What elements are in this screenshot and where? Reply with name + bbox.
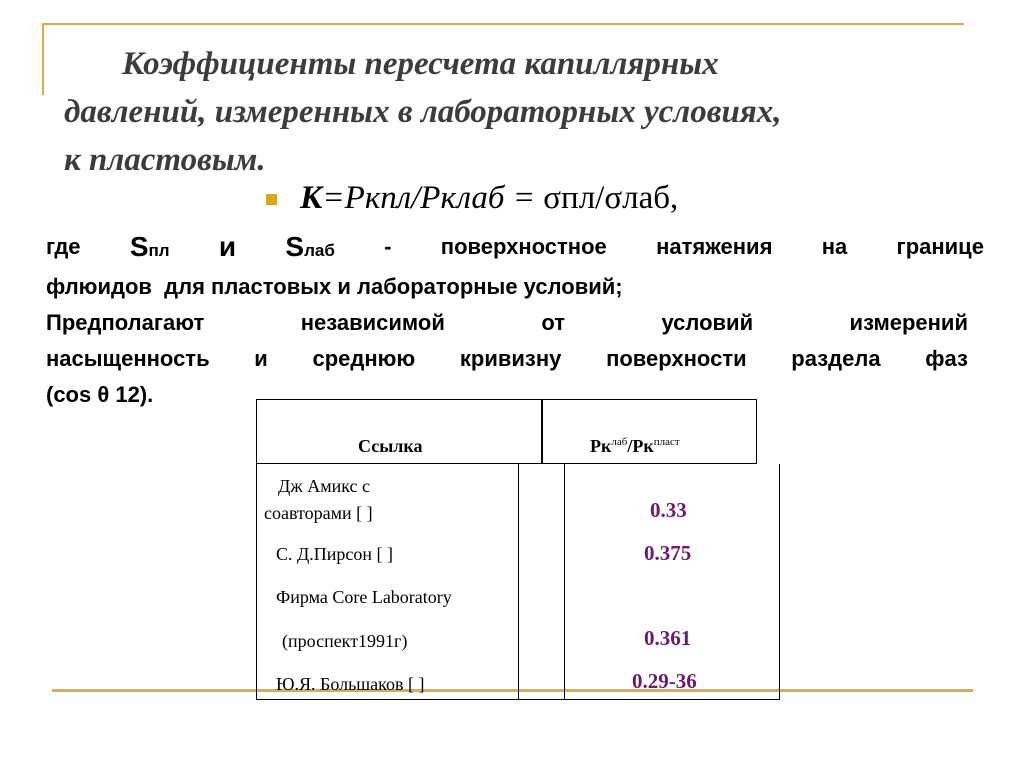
word: фаз — [925, 346, 968, 371]
word: раздела — [791, 346, 881, 371]
word: кривизну — [459, 346, 562, 371]
table-row-value: 0.375 — [644, 541, 692, 565]
table-row-ref: Фирма Core Laboratory — [276, 587, 452, 607]
word: условий — [661, 310, 754, 335]
title-line-2: давлений, измеренных в лабораторных условиях, — [64, 94, 782, 130]
word: от — [541, 310, 566, 335]
word: Предполагают — [46, 310, 205, 335]
table-row-ref: Ю.Я. Большаков [ ] — [276, 674, 425, 694]
table-divider-1 — [518, 464, 519, 700]
description-line-5: (cos θ 12). — [46, 382, 154, 407]
word: насыщенность — [46, 346, 210, 371]
ratio-table — [256, 399, 781, 700]
sigma-symbol: σ — [543, 180, 562, 216]
s-lab-term: Sлаб — [285, 231, 335, 262]
word: на — [821, 234, 848, 259]
word: и — [254, 346, 268, 371]
description-line-1 — [46, 229, 984, 269]
table-border-bottom — [256, 699, 780, 700]
table-row-ref: Дж Амикс с — [278, 476, 371, 496]
formula-symbol: К — [300, 180, 323, 216]
word: измерений — [849, 310, 968, 335]
word: поверхностное — [440, 234, 607, 259]
description-line-4 — [46, 341, 968, 377]
table-header-ref: Ссылка — [358, 436, 423, 456]
table-row-value: 0.29-36 — [632, 669, 697, 693]
table-row-ref: (проспект1991г) — [282, 631, 408, 651]
top-rule — [42, 23, 964, 25]
word: поверхности — [606, 346, 747, 371]
where-word: где — [46, 234, 81, 259]
formula-equation: =Ркпл/Рклаб = — [322, 180, 544, 216]
slide-title — [64, 40, 964, 184]
sigma-symbol: σ — [604, 180, 623, 216]
and-word: и — [218, 231, 237, 262]
dash: - — [384, 234, 392, 259]
formula-sub-lab: лаб, — [622, 180, 679, 216]
left-rule — [42, 23, 44, 95]
word: независимой — [300, 310, 445, 335]
word: среднюю — [312, 346, 416, 371]
description-line-2: флюидов для пластовых и лабораторные условий; — [46, 274, 623, 299]
table-row-ref: соавторами [ ] — [264, 503, 373, 523]
bullet-icon — [266, 194, 277, 205]
table-border-right — [779, 464, 780, 700]
title-line-1: Коэффициенты пересчета капиллярных — [122, 46, 719, 82]
table-row-value: 0.361 — [644, 626, 692, 650]
table-divider-2 — [564, 464, 565, 700]
table-border-left — [256, 464, 257, 700]
formula-sub-pl: пл/ — [561, 180, 605, 216]
s-pl-term: Sпл — [129, 231, 170, 262]
description — [46, 229, 984, 413]
table-header-ratio: $Рк^{лаб}/Рк^{пласт}$ — [590, 436, 680, 456]
word: границе — [896, 234, 984, 259]
table-row-value: 0.33 — [650, 498, 687, 522]
title-line-3: к пластовым. — [64, 142, 266, 178]
description-line-3 — [46, 305, 968, 341]
word: натяжения — [656, 234, 773, 259]
table-row-ref: С. Д.Пирсон [ ] — [276, 544, 394, 564]
formula — [300, 176, 678, 220]
